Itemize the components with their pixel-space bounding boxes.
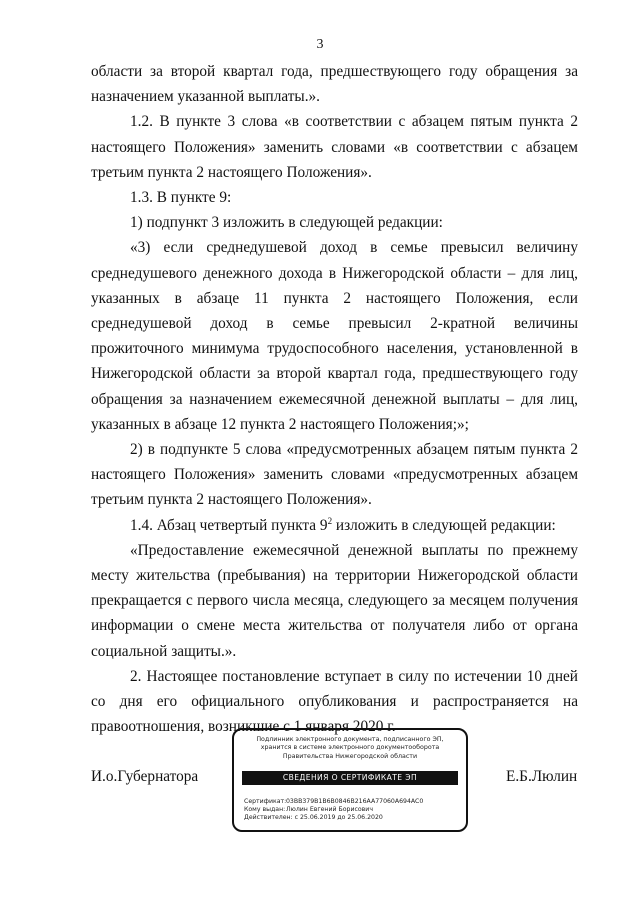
paragraph-1-4-end: изложить в следующей редакции: bbox=[332, 516, 556, 534]
stamp-valid-label: Действителен: bbox=[244, 814, 293, 822]
stamp-valid-value: с 25.06.2019 до 25.06.2020 bbox=[294, 814, 383, 822]
paragraph-quoted-subitem-3: «3) если среднедушевой доход в семье превысил величину среднедушевого денежного дохода в Нижегородской области – для лиц, указанных в абзаце 11 пункта 2 настоящего Положения, если среднедушевой доход в семье превысил 2-кратной величины прожиточного минимума трудоспособного населения, установленной в Нижегородской области за второй квартал года, предшествующего году обращения за назначением ежемесячной денежной выплаты – для лиц, указанных в абзаце 12 пункта 2 настоящего Положения;»; bbox=[91, 239, 578, 433]
stamp-issued-to-value: Люлин Евгений Борисович bbox=[285, 806, 373, 814]
paragraph-subitem-1: 1) подпункт 3 изложить в следующей редакции: bbox=[130, 214, 443, 232]
stamp-certificate-row bbox=[244, 798, 460, 806]
paragraph-1-4-start: 1.4. Абзац четвертый пункта 9 bbox=[130, 516, 328, 534]
stamp-certificate-value: 03BB379B1B6B0846B216AA77060A694AC0 bbox=[285, 798, 424, 805]
stamp-valid-row bbox=[244, 814, 460, 822]
paragraph-subitem-2: 2) в подпункте 5 слова «предусмотренных абзацем пятым пункта 2 настоящего Положения» заменить словами «предусмотренных абзацем третьим пункта 2 настоящего Положения». bbox=[91, 441, 578, 509]
stamp-certificate-label: Сертификат: bbox=[244, 798, 287, 805]
document-body bbox=[91, 59, 578, 739]
paragraph-2-effective-date: 2. Настоящее постановление вступает в силу по истечении 10 дней со дня его официального опубликования и распространяется на правоотношения, возникшие с 1 января 2020 г. bbox=[91, 667, 578, 736]
stamp-issued-to-label: Кому выдан: bbox=[244, 806, 286, 814]
signatory-name: Е.Б.Люлин bbox=[506, 768, 578, 785]
electronic-signature-stamp bbox=[232, 728, 468, 832]
paragraph-continuation: области за второй квартал года, предшествующего году обращения за назначением указанной выплаты.». bbox=[91, 63, 578, 106]
page-number: 3 bbox=[316, 37, 324, 52]
signatory-position: И.о.Губернатора bbox=[91, 768, 199, 785]
stamp-header-line: Подлинник электронного документа, подписанного ЭП, bbox=[256, 736, 444, 743]
paragraph-quoted-provision: «Предоставление ежемесячной денежной выплаты по прежнему месту жительства (пребывания) на территории Нижегородской области прекращается с первого числа месяца, следующего за месяцем получения информации о смене места жительства от получателя либо от органа социальной защиты.». bbox=[91, 541, 578, 660]
stamp-certificate-title: СВЕДЕНИЯ О СЕРТИФИКАТЕ ЭП bbox=[242, 771, 458, 785]
paragraph-1-3: 1.3. В пункте 9: bbox=[130, 189, 232, 207]
stamp-details bbox=[244, 798, 460, 823]
paragraph-1-4 bbox=[91, 513, 578, 538]
stamp-header bbox=[240, 736, 460, 761]
paragraph-1-4-superscript: 2 bbox=[327, 515, 333, 526]
paragraph-1-2: 1.2. В пункте 3 слова «в соответствии с абзацем пятым пункта 2 настоящего Положения» заменить словами «в соответствии с абзацем третьим пункта 2 настоящего Положения». bbox=[91, 113, 578, 181]
stamp-header-line: хранится в системе электронного документооборота bbox=[260, 744, 440, 752]
stamp-header-line: Правительства Нижегородской области bbox=[282, 752, 418, 760]
